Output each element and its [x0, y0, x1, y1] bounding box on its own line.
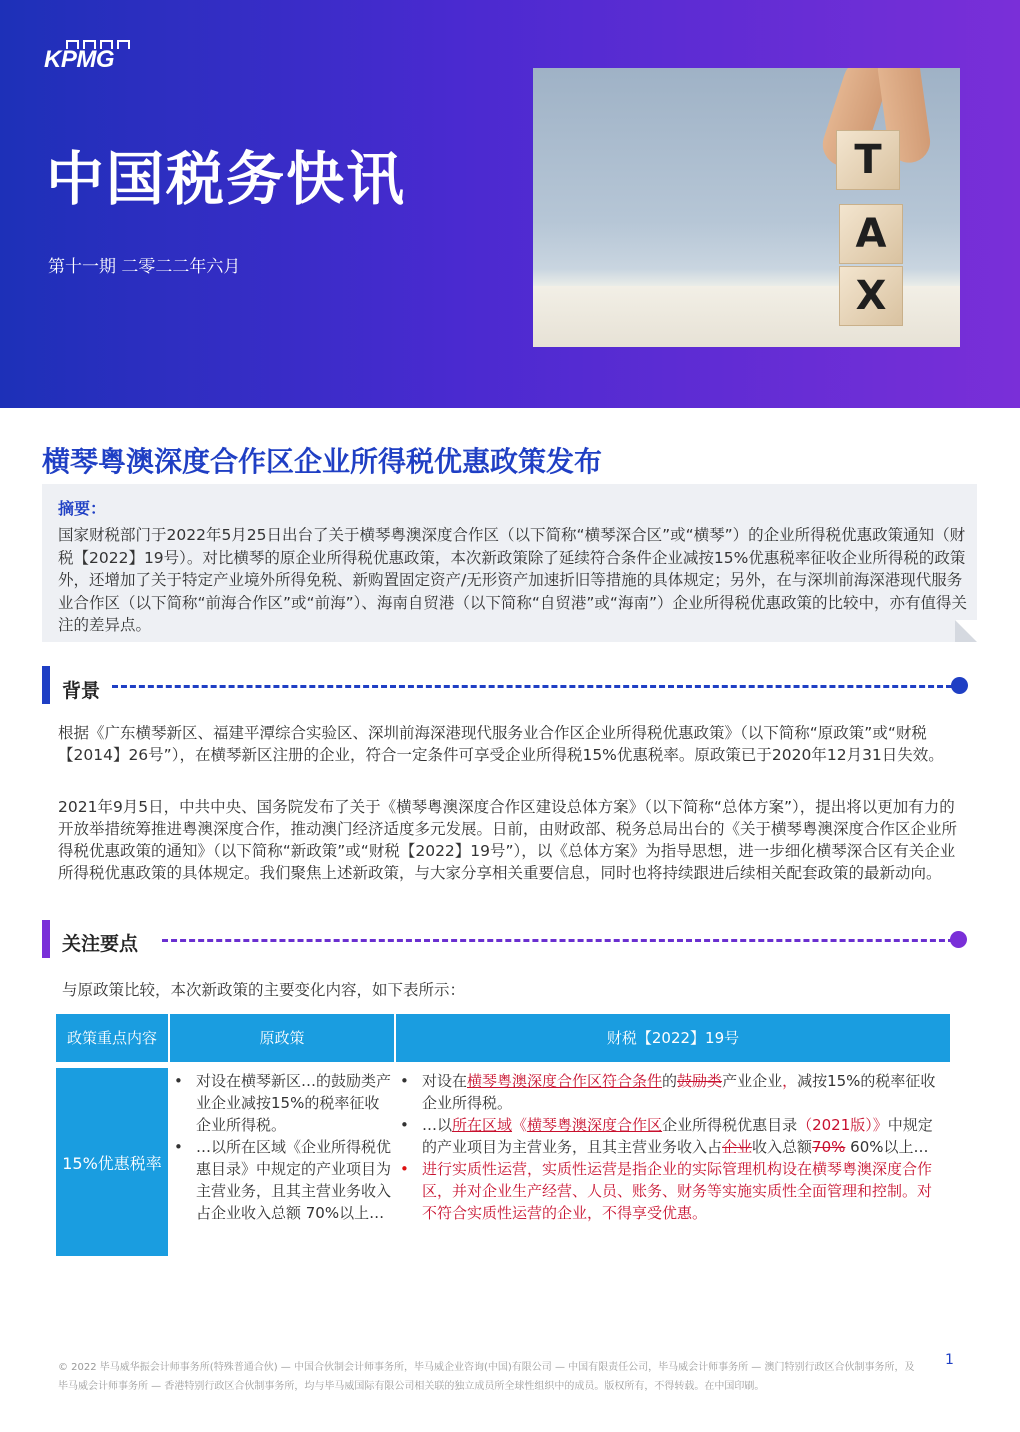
publication-title: 中国税务快讯	[46, 145, 407, 213]
new-policy-item-highlight: • 进行实质性运营，实质性运营是指企业的实际管理机构设在横琴粤澳深度合作区，并对企业生产经营、人员、账务、财务等实施实质性全面管理和控制。对不符合实质性运营的企业，不得享受优惠。	[396, 1158, 944, 1224]
table-header-new-policy: 财税【2022】19号	[396, 1014, 950, 1062]
old-policy-item: • 对设在横琴新区…的鼓励类产业企业减按15%的税率征收企业所得税。	[170, 1070, 394, 1136]
footer-copyright-line-2: 毕马威会计师事务所 — 香港特别行政区合伙制事务所，均与毕马威国际有限公司相关联的独立成员所全球性组织中的成员。版权所有，不得转载。在中国印刷。	[58, 1381, 765, 1392]
background-section-divider	[112, 685, 952, 688]
article-title: 横琴粤澳深度合作区企业所得税优惠政策发布	[42, 445, 603, 478]
summary-box	[42, 484, 977, 642]
page-number: 1	[945, 1352, 954, 1368]
old-policy-cell	[170, 1070, 394, 1224]
keypoints-section-dot	[950, 931, 967, 948]
background-section-bar	[42, 666, 50, 704]
background-paragraph-1: 根据《广东横琴新区、福建平潭综合实验区、深圳前海深港现代服务业合作区企业所得税优惠政策》（以下简称“原政策”或“财税【2014】26号”），在横琴新区注册的企业，符合一定条件可享受企业所得税15%优惠税率。原政策已于2020年12月31日失效。	[58, 724, 944, 764]
new-policy-item: • …以所在区域《横琴粤澳深度合作区企业所得税优惠目录（2021版）》中规定的产业项目为主营业务，且其主营业务收入占企业收入总额70% 60%以上…	[396, 1114, 944, 1158]
photo-block-x: X	[839, 266, 903, 326]
issue-date: 第十一期 二零二二年六月	[48, 257, 241, 277]
background-paragraph-2: 2021年9月5日，中共中央、国务院发布了关于《横琴粤澳深度合作区建设总体方案》（以下简称“总体方案”），提出将以更加有力的开放举措统筹推进粤澳深度合作，推动澳门经济适度多元发展。日前，由财政部、税务总局出台的《关于横琴粤澳深度合作区企业所得税优惠政策的通知》（以下简称“新政策”或“财税【2022】19号”），以《总体方案》为指导思想，进一步细化横琴深合区有关企业所得税优惠政策的具体规定。我们聚焦上述新政策，与大家分享相关重要信息，同时也将持续跟进后续相关配套政策的最新动向。	[58, 798, 958, 882]
summary-text: 国家财税部门于2022年5月25日出台了关于横琴粤澳深度合作区（以下简称“横琴深合区”或“横琴”）的企业所得税优惠政策通知（财税【2022】19号）。对比横琴的原企业所得税优惠政策，本次新政策除了延续符合条件企业减按15%优惠税率征收企业所得税的政策外，还增加了关于特定产业境外所得免税、新购置固定资产/无形资产加速折旧等措施的具体规定；另外，在与深圳前海深港现代服务业合作区（以下简称“前海合作区”或“前海”）、海南自贸港（以下简称“自贸港”或“海南”）企业所得税优惠政策的比较中，亦有值得关注的差异点。	[58, 526, 967, 634]
photo-block-a: A	[839, 204, 903, 264]
background-section-title: 背景	[62, 680, 101, 702]
new-policy-item: • 对设在横琴粤澳深度合作区符合条件的鼓励类产业企业，减按15%的税率征收企业所得税。	[396, 1070, 944, 1114]
summary-label: 摘要：	[58, 499, 107, 518]
kpmg-logo	[44, 40, 136, 74]
keypoints-section-divider	[162, 939, 954, 942]
keypoints-section-bar	[42, 920, 50, 958]
tax-blocks-photo	[533, 68, 960, 347]
table-header-topic: 政策重点内容	[56, 1014, 168, 1062]
photo-block-t: T	[836, 130, 900, 190]
old-policy-item: • …以所在区域《企业所得税优惠目录》中规定的产业项目为主营业务，且其主营业务收入占企业收入总额 70%以上…	[170, 1136, 394, 1224]
footer-copyright-line-1: © 2022 毕马威华振会计师事务所(特殊普通合伙) — 中国合伙制会计师事务所，毕马威企业咨询(中国)有限公司 — 中国有限责任公司，毕马威会计师事务所 — 澳门特别行政区合伙制事务所，及	[58, 1362, 915, 1373]
keypoints-section-title: 关注要点	[62, 933, 139, 955]
table-header-old-policy: 原政策	[170, 1014, 394, 1062]
new-policy-cell	[396, 1070, 944, 1224]
table-row-label: 15%优惠税率	[56, 1068, 168, 1256]
header-banner	[0, 0, 1020, 408]
background-section-dot	[951, 677, 968, 694]
logo-text: KPMG	[44, 46, 114, 73]
table-intro: 与原政策比较，本次新政策的主要变化内容，如下表所示：	[62, 981, 466, 999]
